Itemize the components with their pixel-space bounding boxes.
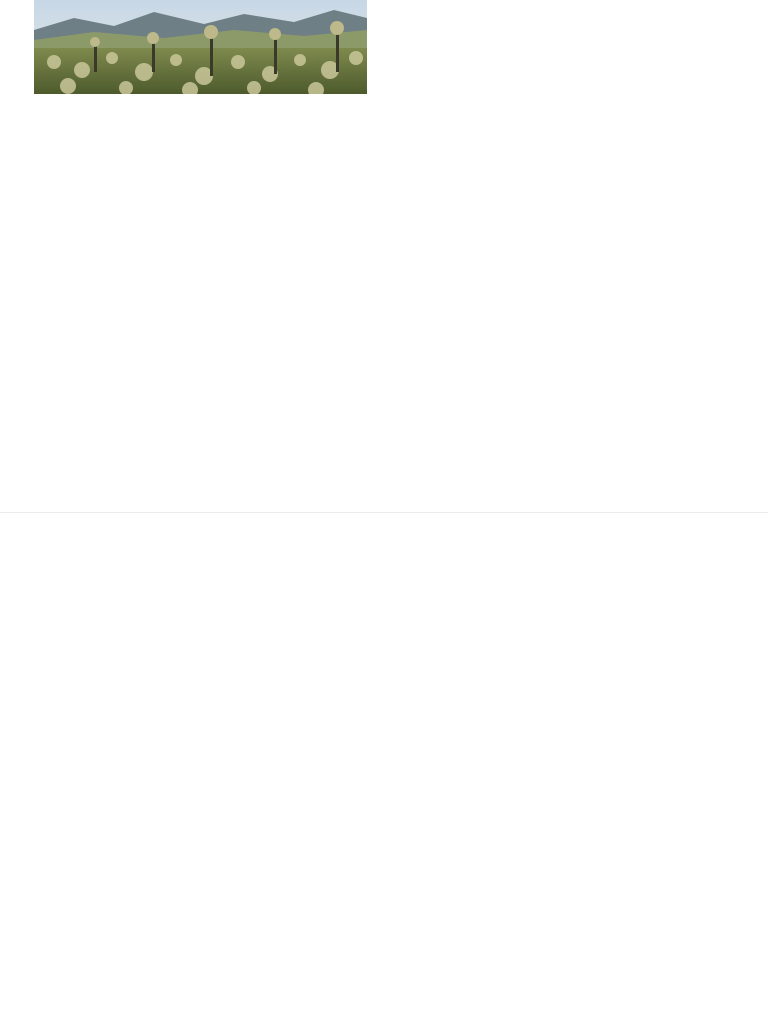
- right-column-page-2: [384, 513, 768, 1024]
- right-column-page-1: [384, 0, 768, 512]
- document-page-2: [0, 512, 768, 1024]
- left-column-page-2: [0, 513, 384, 1024]
- left-column-page-1: [0, 0, 384, 512]
- paramo-cover-image: [34, 0, 367, 94]
